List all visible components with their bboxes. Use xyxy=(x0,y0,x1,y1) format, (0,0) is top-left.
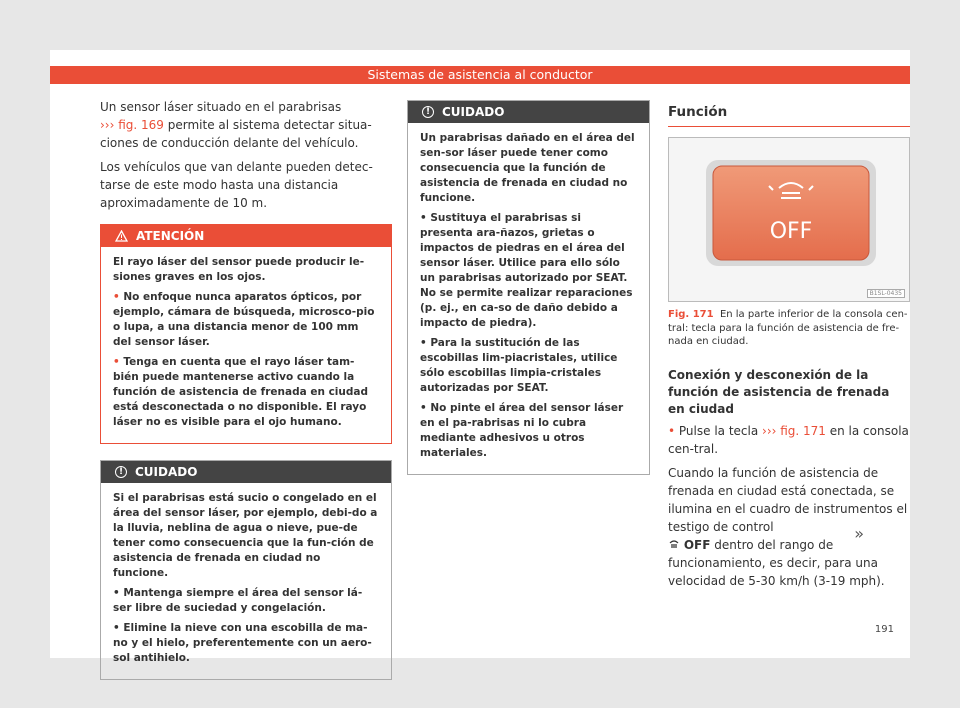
caution-box-dirty xyxy=(100,460,392,680)
caution-box-damage xyxy=(407,100,650,475)
caution-item: • Elimine la nieve con una escobilla de ma-no y el hielo, preferentemente con un aero-sol antihielo. xyxy=(113,622,372,664)
caution-header xyxy=(101,461,391,483)
caution-item: • Mantenga siempre el área del sensor lá-ser libre de suciedad y congelación. xyxy=(113,587,363,614)
page-number: 191 xyxy=(874,624,894,635)
intro-paragraph: Un sensor láser situado en el parabrisas ››› fig. 169 permite al sistema detectar situa-ciones de conducción delante del vehículo. xyxy=(100,100,372,150)
info-circle-icon: ! xyxy=(115,466,127,478)
column-3 xyxy=(668,100,910,596)
section-title: Función xyxy=(668,104,910,127)
figure-link[interactable]: ››› fig. 171 xyxy=(762,423,826,438)
caution-intro: Si el parabrisas está sucio o congelado en el área del sensor láser, por ejemplo, debi-do a la lluvia, neblina de agua o nieve, pue-de tener como consecuencia que la fun-ción de asistencia de frenada en ciudad no funcione. xyxy=(113,492,378,579)
figure-caption: Fig. 171 En la parte inferior de la consola cen-tral: tecla para la función de asistencia de fre-nada en ciudad. xyxy=(668,309,908,347)
warning-header xyxy=(101,225,391,247)
caution-header xyxy=(408,101,649,123)
figure-code: B1SL-0435 xyxy=(867,289,905,298)
detection-paragraph: Los vehículos que van delante pueden detec-tarse de este modo hasta una distancia aproximadamente de 10 m. xyxy=(100,160,373,210)
warning-intro: El rayo láser del sensor puede producir le-siones graves en los ojos. xyxy=(113,256,365,283)
manual-page xyxy=(50,50,910,664)
brake-assist-warning-icon xyxy=(668,539,680,549)
subheading: Conexión y desconexión de la función de asistencia de frenada en ciudad xyxy=(668,367,890,416)
info-circle-icon: ! xyxy=(422,106,434,118)
figure-171 xyxy=(668,137,910,302)
step-paragraph: • Pulse la tecla ››› fig. 171 en la consola cen-tral. xyxy=(668,423,909,456)
warning-title: ATENCIÓN xyxy=(136,229,205,243)
page-header: Sistemas de asistencia al conductor xyxy=(50,66,910,84)
warning-item: • Tenga en cuenta que el rayo láser tam-bién puede mantenerse activo cuando la función de asistencia de frenada en ciudad está desconectada o no disponible. El rayo láser no es visible para el ojo humano. xyxy=(113,356,368,428)
off-button-illustration xyxy=(669,138,909,301)
caution-item: • No pinte el área del sensor láser en el pa-rabrisas ni lo cubra mediante adhesivos u otros materiales. xyxy=(420,402,624,459)
caution-item: • Sustituya el parabrisas si presenta ara-ñazos, grietas o impactos de piedras en el área del sensor láser. Utilice para ello sólo un parabrisas autorizado por SEAT. No se permite realizar reparaciones (p. ej., en ca-so de daño debido a impacto de piedra). xyxy=(420,212,633,329)
continue-mark: » xyxy=(854,524,864,543)
warning-triangle-icon xyxy=(115,230,128,242)
caution-item: • Para la sustitución de las escobillas lim-piacristales, utilice sólo escobillas limpia-cristales autorizadas por SEAT. xyxy=(420,337,618,394)
off-label: OFF xyxy=(769,219,813,244)
column-1 xyxy=(100,98,392,680)
caution-title: CUIDADO xyxy=(135,465,198,479)
caution-intro: Un parabrisas dañado en el área del sen-sor láser puede tener como consecuencia que la función de asistencia de frenada en ciudad no funcione. xyxy=(420,132,635,204)
indicator-paragraph: Cuando la función de asistencia de frenada en ciudad está conectada, se ilumina en el cuadro de instrumentos el testigo de control OFF dentro del rango de funcionamiento, es decir, para una velocidad de 5-30 km/h (3-19 mph). xyxy=(668,465,908,588)
figure-link[interactable]: ››› fig. 169 xyxy=(100,118,164,132)
column-2 xyxy=(407,100,650,475)
warning-box xyxy=(100,224,392,444)
caution-title: CUIDADO xyxy=(442,105,505,119)
warning-item: • No enfoque nunca aparatos ópticos, por ejemplo, cámara de búsqueda, microsco-pio o lupa, a una distancia menor de 100 mm del sensor láser. xyxy=(113,291,375,348)
